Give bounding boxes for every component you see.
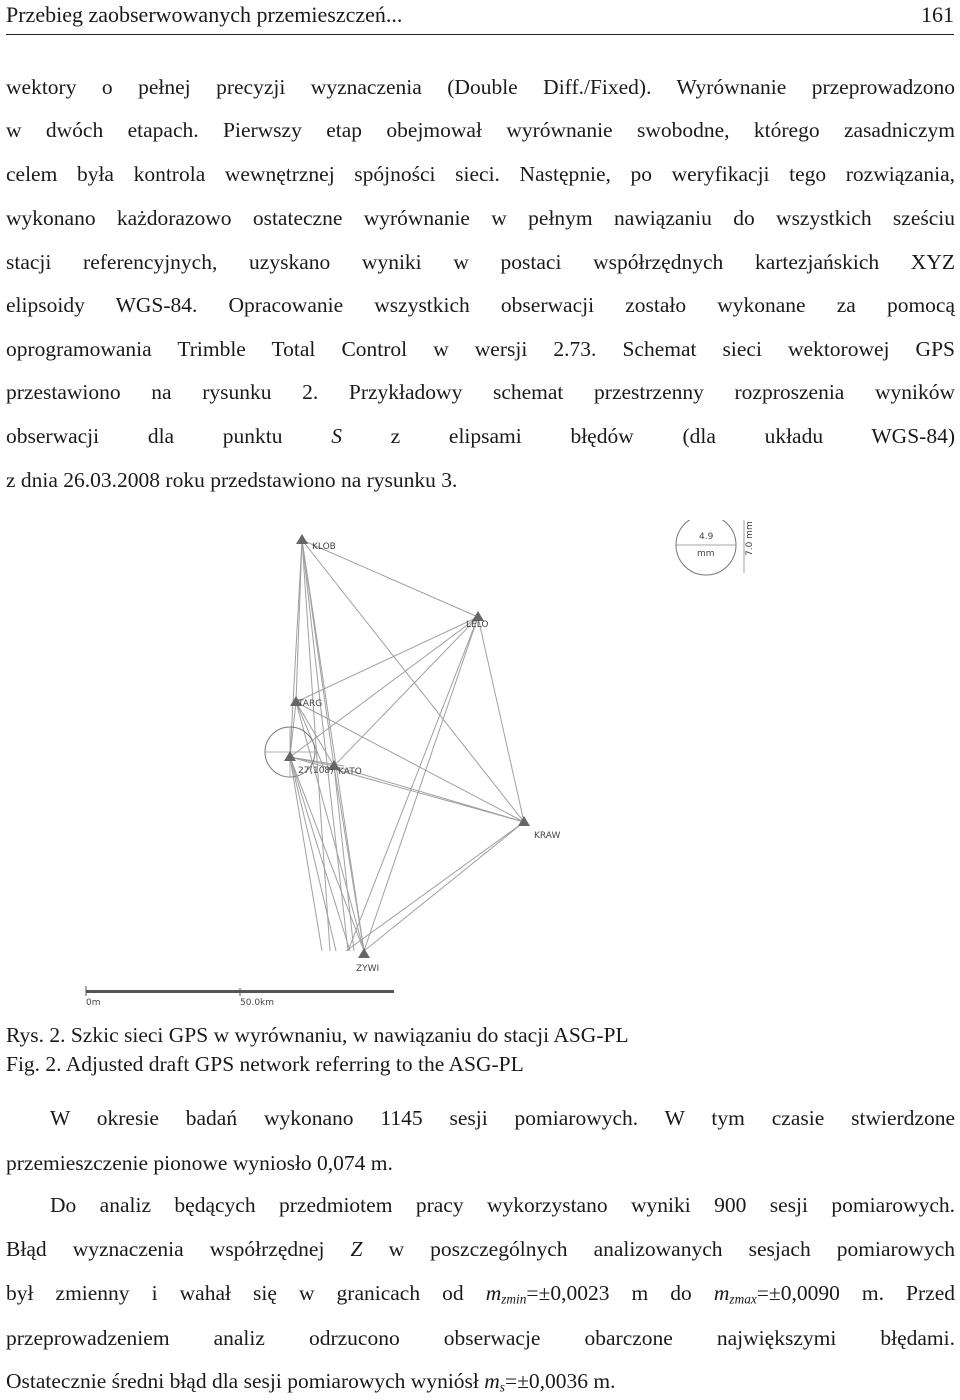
ellipse-scale-value-a: 4.9 (699, 532, 714, 542)
station-marker-zywi (358, 948, 370, 958)
paragraph3-line: Ostatecznie średni błąd dla sesji pomiarowych wyniósł $m_s=\pm 0,0036$ m. (6, 1369, 616, 1395)
scale-bar-end: 50.0km (240, 998, 275, 1008)
gps-network-figure (80, 520, 780, 1010)
paragraph3-line: był zmienny i wahał się w granicach od $m_{zmin}=\pm 0,0023$ m do $m_{zmax}=\pm 0,0090$ m. Przed (6, 1281, 956, 1307)
page-number: 161 (921, 2, 954, 27)
coordinate-symbol-z: Z (350, 1237, 363, 1261)
paragraph1-line: obserwacji dla punktu S z elipsami błędów (dla układu WGS-84) (6, 424, 955, 448)
paragraph1-line: przestawiono na rysunku 2. Przykładowy schemat przestrzenny rozproszenia wyników (6, 380, 955, 404)
station-label-kato: KATO (338, 767, 362, 777)
ellipse-scale-value-b: 7.0 mm (745, 521, 755, 556)
scale-bar-start: 0m (86, 998, 101, 1008)
running-title: Przebieg zaobserwowanych przemieszczeń... (6, 2, 403, 27)
running-header (6, 0, 954, 35)
paragraph1-line: oprogramowania Trimble Total Control w wersji 2.73. Schemat sieci wektorowej GPS (6, 337, 955, 361)
station-label-point: 27(108) (298, 766, 334, 776)
station-label-lelo: LELO (466, 620, 489, 630)
paragraph3-line: przeprowadzeniem analiz odrzucono obserwacje obarczone największymi błędami. (6, 1326, 955, 1350)
paragraph1-line: z dnia 26.03.2008 roku przedstawiono na rysunku 3. (6, 468, 458, 492)
gps-network-sketch (80, 520, 780, 1010)
network-vectors (290, 540, 524, 951)
scale-bar (86, 986, 394, 1008)
paragraph1-line: w dwóch etapach. Pierwszy etap obejmował wyrównanie swobodne, którego zasadniczym (6, 118, 955, 142)
station-label-klob: KLOB (312, 542, 336, 552)
station-label-zywi: ZYWI (356, 964, 380, 974)
station-marker-point (284, 751, 296, 761)
figure-caption-en: Fig. 2. Adjusted draft GPS network referring to the ASG-PL (6, 1052, 524, 1076)
paragraph1-line: celem była kontrola wewnętrznej spójności sieci. Następnie, po weryfikacji tego rozwiązania, (6, 162, 955, 186)
paragraph3-line: Błąd wyznaczenia współrzędnej Z w poszczególnych analizowanych sesjach pomiarowych (6, 1237, 955, 1261)
paragraph2-line: przemieszczenie pionowe wyniosło 0,074 m. (6, 1151, 393, 1175)
paragraph1-line: wykonano każdorazowo ostateczne wyrównanie w pełnym nawiązaniu do wszystkich sześciu (6, 206, 955, 230)
station-markers (284, 534, 530, 958)
paragraph3-line: Do analiz będących przedmiotem pracy wykorzystano wyniki 900 sesji pomiarowych. (50, 1193, 955, 1217)
figure-caption-pl: Rys. 2. Szkic sieci GPS w wyrównaniu, w nawiązaniu do stacji ASG-PL (6, 1023, 629, 1047)
ellipse-scale-legend (676, 520, 755, 575)
station-marker-klob (296, 534, 308, 544)
ellipse-scale-unit-a: mm (697, 549, 715, 559)
station-label-kraw: KRAW (534, 831, 561, 841)
station-label-targ: TARG (298, 699, 323, 709)
paragraph2-line: W okresie badań wykonano 1145 sesji pomiarowych. W tym czasie stwierdzone (50, 1106, 955, 1130)
paragraph1-line: stacji referencyjnych, uzyskano wyniki w postaci współrzędnych kartezjańskich XYZ (6, 250, 955, 274)
paragraph1-line: wektory o pełnej precyzji wyznaczenia (Double Diff./Fixed). Wyrównanie przeprowadzono (6, 75, 955, 99)
point-symbol-s: S (331, 424, 342, 448)
paragraph1-line: elipsoidy WGS-84. Opracowanie wszystkich obserwacji zostało wykonane za pomocą (6, 293, 955, 317)
